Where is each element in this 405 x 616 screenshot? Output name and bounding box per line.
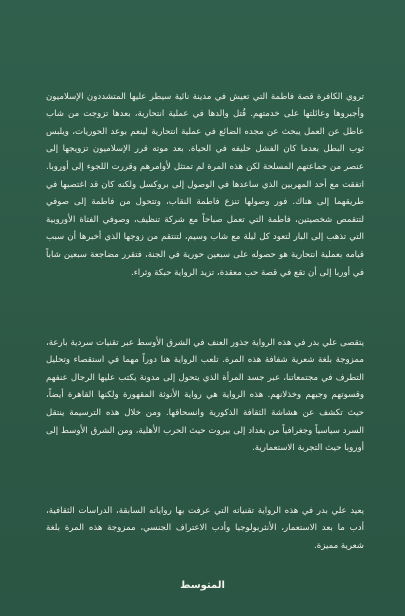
critique-paragraph: يتقصى علي بدر في هذه الرواية جذور العنف في الشرق الأوسط عبر تقنيات سردية بارعة، ممزوجة بلغة شعرية شفافة هذه المرة. تلعب الرواية هنا دوراً مهما في استقصاء وتحليل التطرف في مجتمعاتنا، عبر جسد المرأة الذي يتحول إلى مدونة يكتب عليها الرجال عنفهم وقسوتهم وجبهم وخذلانهم. هذه الرواية هي رواية الأنوثة المقهورة ولكنها القاهرة أيضاً، حيث تكشف عن هشاشة الثقافة الذكورية وانسحاقها. ومن خلال هذه الترسيمة ينتقل السرد سياسياً وجغرافياً من بغداد إلى بيروت حيث الحرب الأهلية، ومن الشرق الأوسط إلى أوروبا حيث التجربة الاستعمارية. (46, 337, 364, 454)
technique-paragraph: يعيد علي بدر في هذه الرواية تقنياته التي عرفت بها رواياته السابقة، الدراسات الثقافية، أدب ما بعد الاستعمار، الأنثربولوجيا وأدب الاعتراف الجنسي، ممزوجة هذه المرة بلغة شعرية مميزة. (46, 505, 364, 551)
publisher-logo: المتوسط (180, 580, 225, 591)
synopsis-paragraph: تروي الكافرة قصة فاطمة التي تعيش في مدينة نائية سيطر عليها المتشددون الإسلاميون وأجبروها وعائلتها على خدمتهم. قُتل والدها في عملية انتحارية، بعدها تزوجت من شاب عاطل عن العمل يبحث عن مجده الضائع في عملية انتحارية لينعم بوعد الحوريات، ويلبس ثوب البطل بعدما كان الفشل حليفه في الحياة. بعد موته قرر الإسلاميون تزويجها إلى عنصر من جماعتهم المسلحة لكن هذه المرة لم تمتثل لأوامرهم وقررت اللجوء إلى أوروبا. اتفقت مع أحد المهربين الذي ساعدها في الوصول إلى بروكسل ولكنه كان قد اغتصبها في طريقهما إلى هناك. فور وصولها تنزع فاطمة النقاب، وتتحول من فاطمة إلى صوفي لتتقمص شخصيتين، فاطمة التي تعمل صباحاً مع شركة تنظيف، وصوفي الفتاة الأوروبية التي تذهب إلى البار لتعود كل ليلة مع شاب وسيم، لتنتقم من زوجها الذي أخبرها أن سبب قيامه بعملية انتحارية هو حصوله على سبعين حورية في الجنة، فتقرر مضاجعة سبعين شاباً في أوربا إلى أن تقع في قصة حب معقدة، تزيد الرواية حبكة وثراء. (46, 91, 364, 278)
